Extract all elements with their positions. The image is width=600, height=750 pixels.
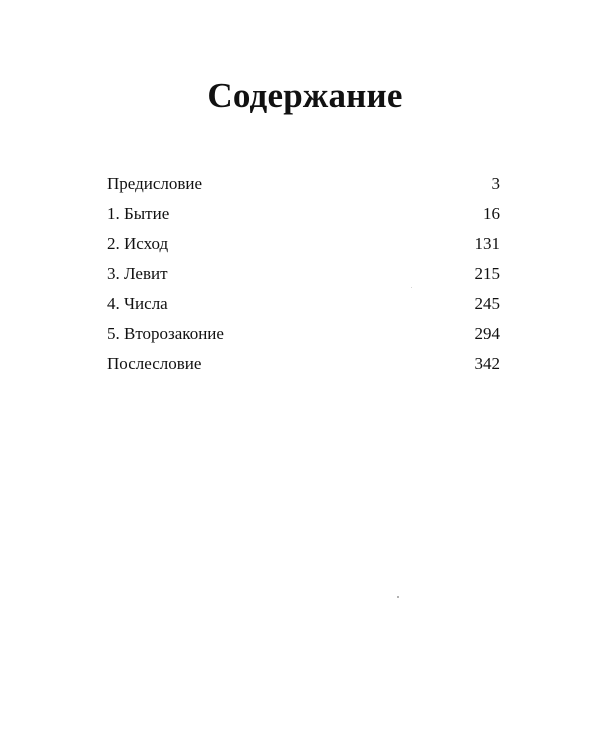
toc-entry-label: 1. Бытие — [107, 204, 170, 223]
toc-entry-page-number: 3 — [491, 174, 500, 193]
toc-entry-page-number: 131 — [474, 234, 500, 253]
toc-entry-label: 5. Второзаконие — [107, 324, 224, 343]
toc-entry-afterword — [107, 352, 500, 382]
toc-entry-page-number: 342 — [474, 354, 500, 373]
paper-speck — [411, 287, 412, 288]
toc-entry-genesis — [107, 202, 500, 232]
toc-entry-preface — [107, 172, 500, 202]
toc-entry-page-number: 245 — [474, 294, 500, 313]
toc-entry-page-number: 215 — [474, 264, 500, 283]
toc-entry-label: 4. Числа — [107, 294, 168, 313]
table-of-contents — [107, 172, 500, 382]
toc-entry-page-number: 16 — [483, 204, 500, 223]
toc-entry-leviticus — [107, 262, 500, 292]
paper-speck — [397, 596, 399, 598]
toc-entry-exodus — [107, 232, 500, 262]
toc-entry-label: 2. Исход — [107, 234, 169, 253]
toc-entry-label: Предисловие — [107, 174, 203, 193]
toc-entry-label: 3. Левит — [107, 264, 168, 283]
toc-entry-label: Послесловие — [107, 354, 202, 373]
page-title: Содержание — [207, 76, 403, 115]
toc-entry-numbers — [107, 292, 500, 322]
toc-entry-page-number: 294 — [474, 324, 500, 343]
toc-entry-deuteronomy — [107, 322, 500, 352]
